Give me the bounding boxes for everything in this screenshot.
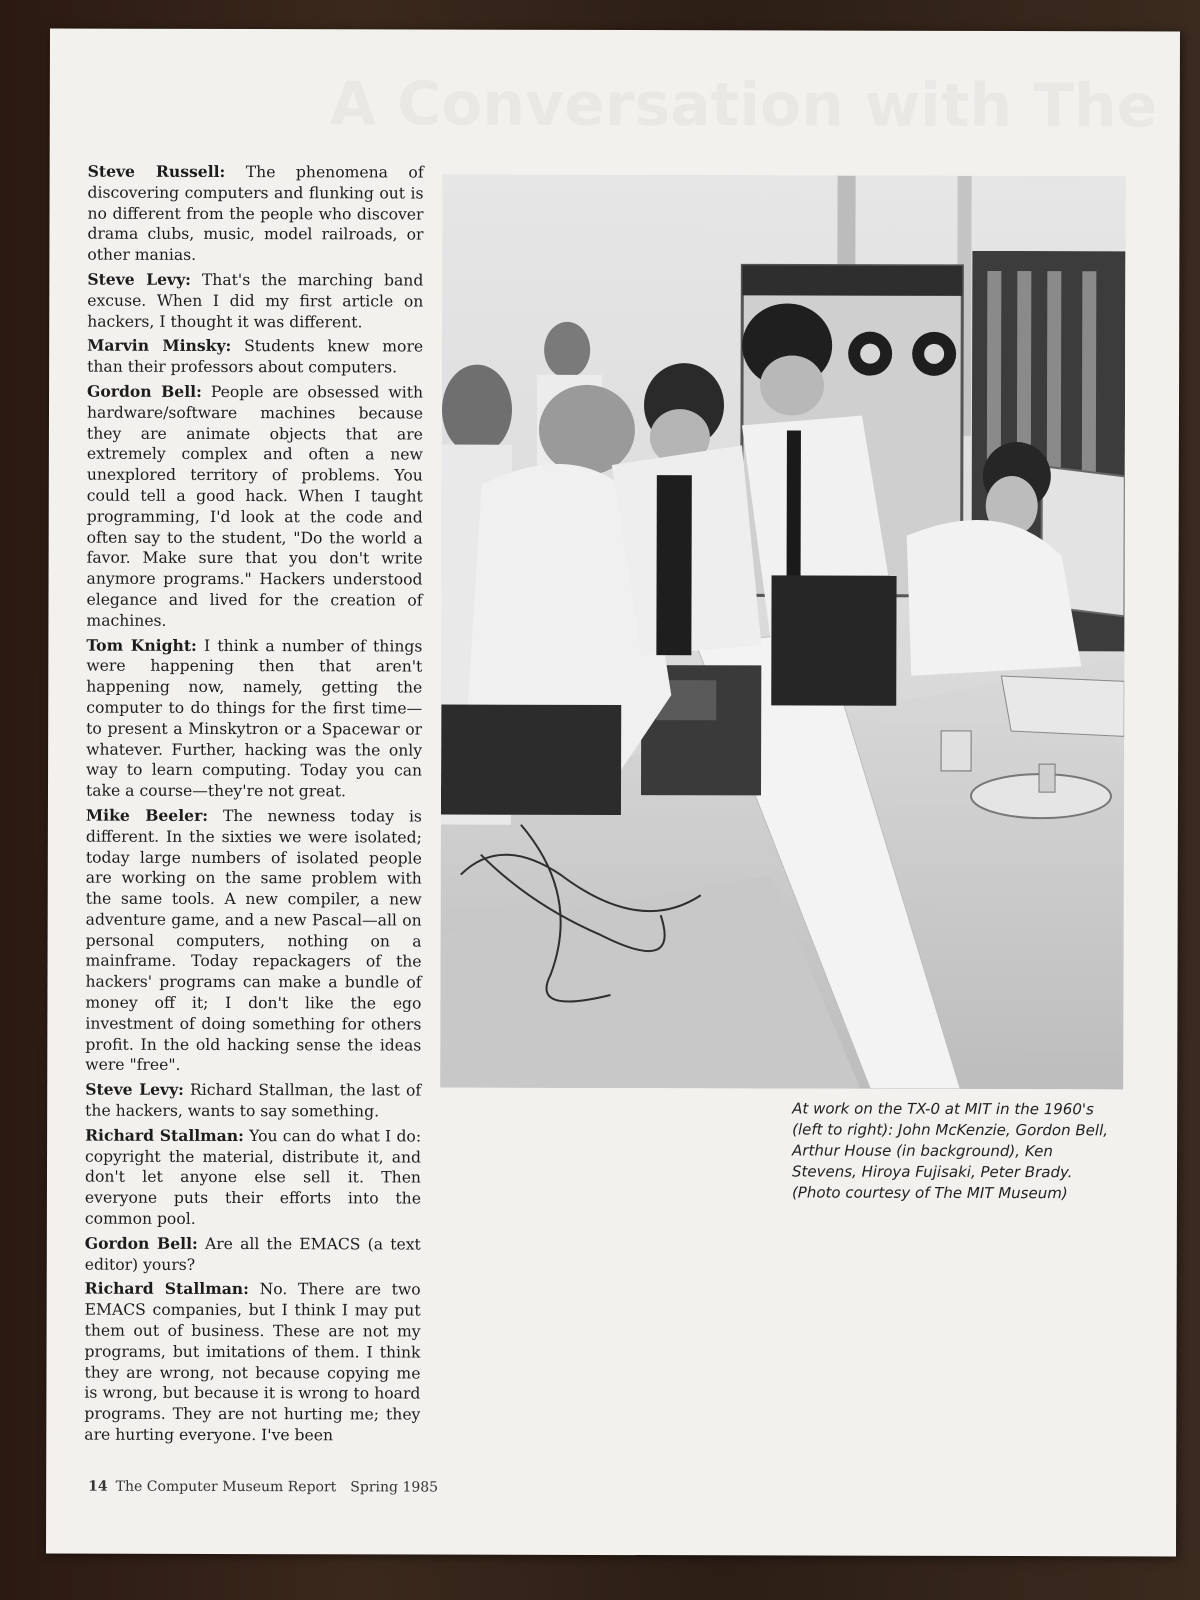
page-footer — [88, 1479, 488, 1496]
magazine-page — [46, 29, 1180, 1557]
paragraph — [85, 806, 422, 1077]
speaker-name: Richard Stallman: — [84, 1279, 249, 1299]
paragraph — [87, 162, 423, 267]
paragraph-text: People are obsessed with hardware/software machines because they are animate objects that are extremely complex and often a new unexplored territory of problems. You could tell a good hack. When I taught programming, I'd look at the code and often say to the student, "Do the world a favor. Make sure that you don't write anymore programs." Hackers understood elegance and lived for the creation of machines. — [86, 382, 424, 630]
paragraph-text: Richard Stallman, the last of the hackers, wants to say something. — [85, 1081, 422, 1121]
speaker-name: Richard Stallman: — [85, 1125, 244, 1145]
paragraph-text: Students knew more than their professors about computers. — [87, 337, 424, 377]
page-number: 14 — [88, 1478, 108, 1495]
paragraph-text: I think a number of things were happening then that aren't happening now, namely, getting the computer to do things for the first time—to present a Minskytron or a Spacewar or whatever. Further, hacking was the only way to learn computing. Today you can take a course—they're not great. — [85, 636, 423, 801]
binder — [1001, 676, 1124, 736]
speaker-name: Gordon Bell: — [84, 1233, 198, 1253]
paragraph — [85, 1233, 421, 1275]
speaker-name: Steve Levy: — [85, 1079, 184, 1100]
paragraph — [84, 1279, 420, 1446]
paragraph — [87, 270, 423, 333]
paragraph-text: That's the marching band excuse. When I did my first article on hackers, I thought it was different. — [87, 270, 424, 331]
pencil-cup — [941, 731, 971, 771]
paragraph-text: Are all the EMACS (a text editor) yours? — [84, 1234, 421, 1274]
show-through-title — [330, 69, 1170, 141]
speaker-name: Marvin Minsky: — [87, 335, 232, 356]
publication-name: The Computer Museum Report — [115, 1478, 337, 1496]
paragraph — [86, 635, 422, 802]
paragraph — [85, 1080, 421, 1122]
speaker-name: Mike Beeler: — [85, 805, 209, 825]
paragraph — [85, 1125, 421, 1230]
paragraph-text: The phenomena of discovering computers and flunking out is no different from the people who discover drama clubs, music, model railroads, or other manias. — [87, 163, 424, 265]
speaker-name: Steve Levy: — [87, 269, 191, 289]
paragraph — [86, 382, 423, 632]
paragraph-text: No. There are two EMACS companies, but I think I may put them out of business. These are not my programs, but imitations of them. I think they are wrong, not because copying me is wrong, but because it is wrong to hoard programs. They are not hurting me; they are hurting everyone. I've been — [84, 1280, 421, 1445]
paragraph — [87, 336, 423, 378]
interview-text-column — [84, 162, 423, 1451]
speaker-name: Tom Knight: — [86, 635, 197, 655]
photograph-illustration — [440, 175, 1125, 1090]
speaker-name: Gordon Bell: — [87, 381, 202, 401]
speaker-name: Steve Russell: — [87, 161, 226, 181]
tx0-photograph — [440, 175, 1125, 1090]
paragraph-text: You can do what I do: copyright the material, distribute it, and don't let anyone else sell it. Then everyone puts their efforts into the common pool. — [84, 1126, 422, 1228]
photo-caption: At work on the TX-0 at MIT in the 1960's (left to right): John McKenzie, Gordon Bell, Arthur House (in background), Ken Stevens, Hiroya Fujisaki, Peter Brady. (Photo courtesy of The MIT Museum) — [791, 1099, 1109, 1203]
paragraph-text: The newness today is different. In the sixties we were isolated; today large numbers of isolated people are working on the same problem with the same tools. A new compiler, a new adventure game, and a new Pascal—all on personal computers, nothing on a mainframe. Today repackagers of the hackers' programs can make a bundle of money off it; I don't like the ego investment of doing something for others profit. In the old hacking sense the ideas were "free". — [85, 806, 422, 1075]
issue-date: Spring 1985 — [350, 1479, 439, 1496]
next-page-edge — [1178, 30, 1200, 1555]
